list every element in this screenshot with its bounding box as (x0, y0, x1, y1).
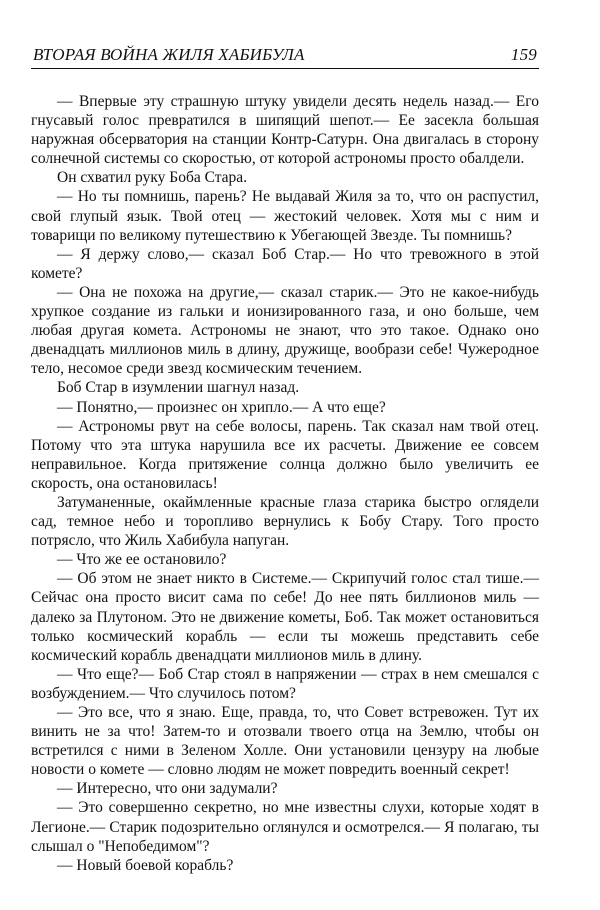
paragraph: — Я держу слово,— сказал Боб Стар.— Но что тревожного в этой комете? (31, 245, 539, 282)
page-number: 159 (510, 45, 537, 64)
paragraph: — Она не похожа на другие,— сказал старик.— Это не какое-нибудь хрупкое создание из гальки и ионизированного газа, и оно больше, чем любая другая комета. Астрономы не знают, что это такое. Однако оно двенадцать миллионов миль в длину, дружище, вообрази себе! Чужеродное тело, несомое среди звезд космическим течением. (31, 283, 539, 378)
paragraph: — Это совершенно секретно, но мне известны слухи, которые ходят в Легионе.— Старик подозрительно оглянулся и осмотрелся.— Я полагаю, ты слышал о "Непобедимом"? (31, 799, 539, 855)
running-title: ВТОРАЯ ВОЙНА ЖИЛЯ ХАБИБУЛА (33, 45, 305, 64)
paragraph: — Новый боевой корабль? (57, 856, 234, 874)
paragraph: Затуманенные, окаймленные красные глаза старика быстро оглядели сад, темное небо и торопливо вернулись к Бобу Стару. Того просто потрясло, что Жиль Хабибула напуган. (31, 493, 539, 550)
paragraph: — Понятно,— произнес он хрипло.— А что еще? (57, 398, 386, 416)
paragraph: — Но ты помнишь, парень? Не выдавай Жиля за то, что он распустил, свой глупый язык. Твой отец — жестокий человек. Хотя мы с ним и товарищи по великому путешествию к Убегающей Звезде. Ты помнишь? (31, 188, 539, 244)
paragraph: — Это все, что я знаю. Еще, правда, то, что Совет встревожен. Тут их винить не за что! Затем-то и отозвали твоего отца на Землю, чтобы он встретился с ними в Зеленом Холле. Они установили цензуру на любые новости о комете — словно людям не может повредить военный секрет! (31, 704, 539, 779)
paragraph: — Астрономы рвут на себе волосы, парень. Так сказал нам твой отец. Потому что эта штука нарушила все их расчеты. Движение ее совсем неправильное. Когда притяжение солнца должно было увеличить ее скорость, она остановилась! (31, 417, 539, 492)
running-header (31, 40, 539, 69)
paragraph: — Впервые эту страшную штуку увидели десять недель назад.— Его гнусавый голос превратился в шипящий шепот.— Ее засекла большая наружная обсерватория на станции Контр-Сатурн. Она двигалась в сторону солнечной системы со скоростью, от которой астрономы просто обалдели. (31, 93, 539, 168)
paragraph: Боб Стар в изумлении шагнул назад. (57, 379, 300, 397)
paragraph: Он схватил руку Боба Стара. (57, 169, 248, 187)
paragraph: — Об этом не знает никто в Системе.— Скрипучий голос стал тише.— Сейчас она просто висит сама по себе! До нее пять биллионов миль — далеко за Плутоном. Это не движение кометы, Боб. Так может остановиться только космический корабль — если ты можешь представить себе космический корабль двенадцати миллионов миль в длину. (31, 570, 539, 664)
book-page (31, 40, 539, 875)
paragraph: — Что еще?— Боб Стар стоял в напряжении — страх в нем смешался с возбуждением.— Что случилось потом? (31, 665, 539, 702)
paragraph: — Интересно, что они задумали? (57, 780, 278, 798)
page-body (31, 92, 539, 875)
paragraph: — Что же ее остановило? (57, 551, 227, 569)
